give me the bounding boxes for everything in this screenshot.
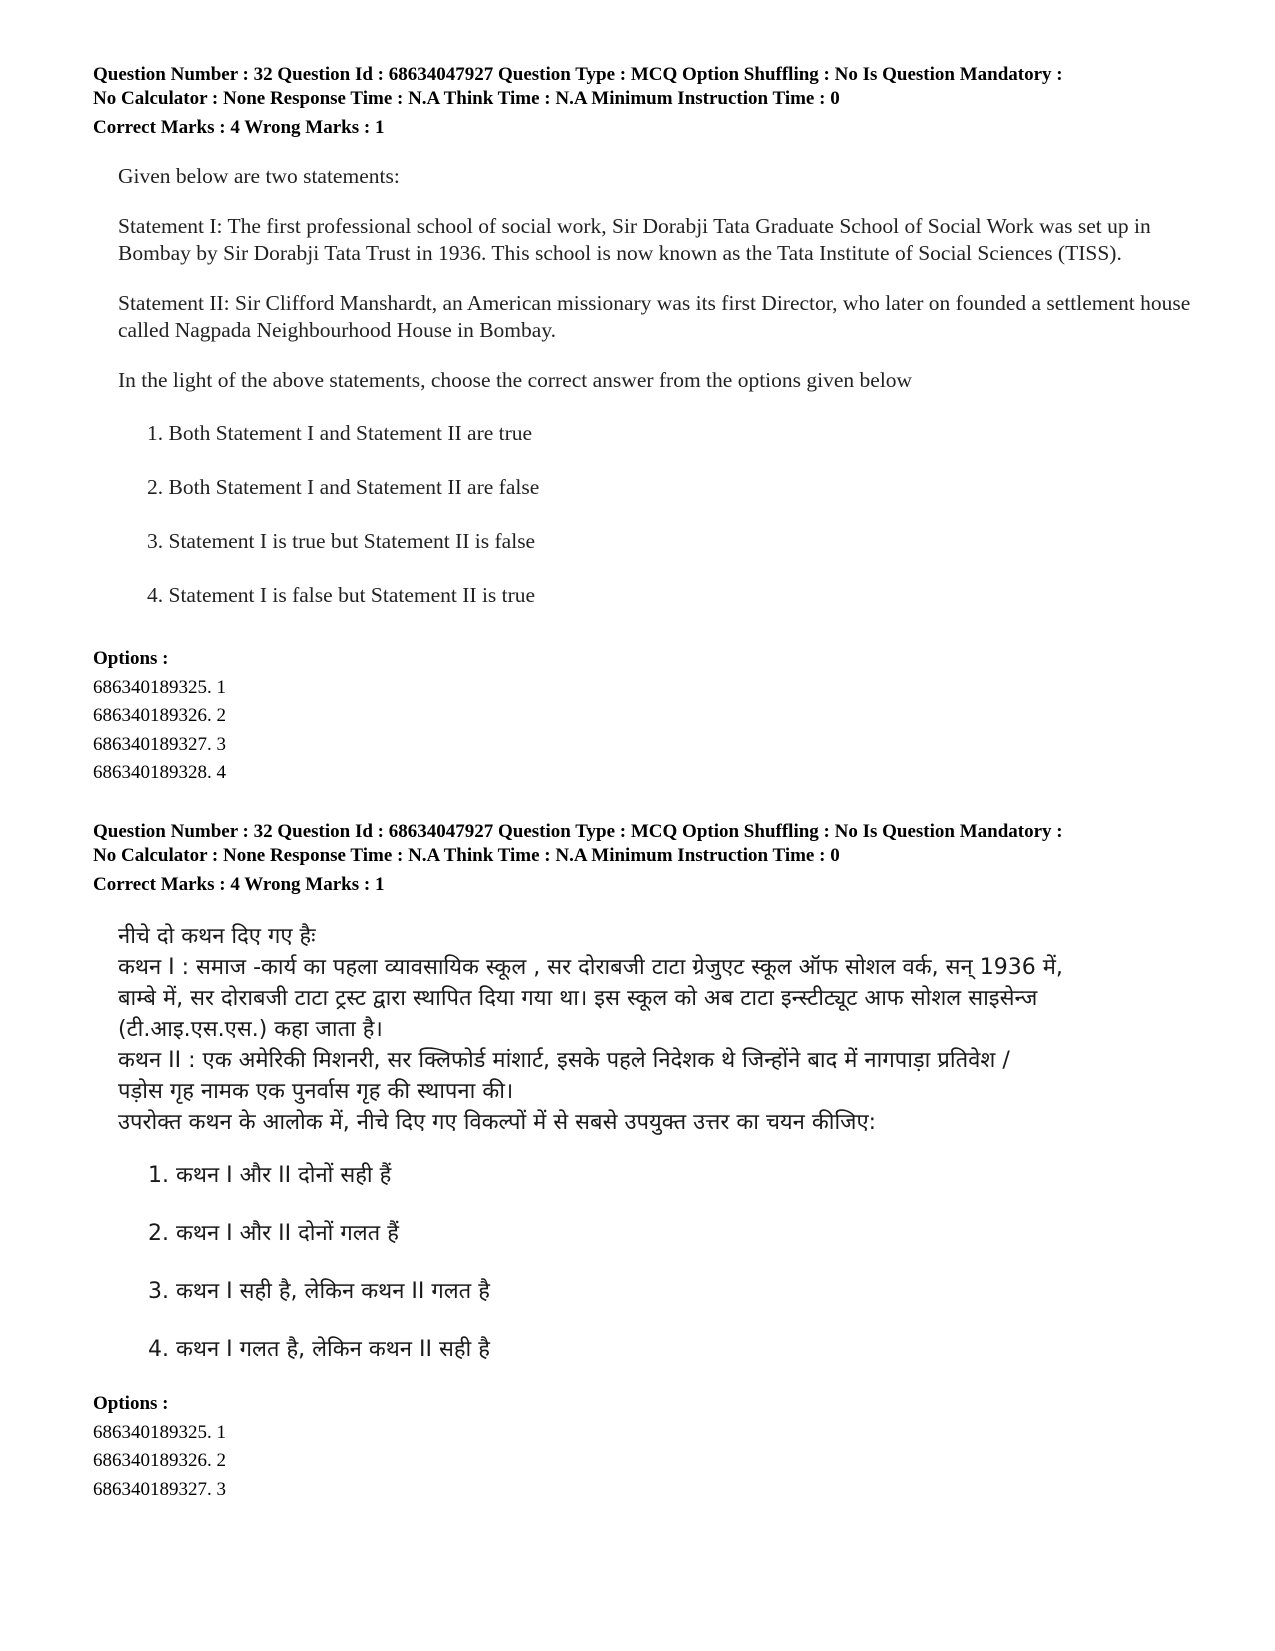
answer-choice: 3. Statement I is true but Statement II is false [147,529,536,553]
options-label: Options : [93,1393,169,1414]
hindi-line: बाम्बे में, सर दोराबजी टाटा ट्रस्ट द्वारा स्थापित दिया गया था। इस स्कूल को अब टाटा इन्स्टीट्यूट आफ सोशल साइसेन्ज [118,986,1038,1011]
answer-choice: 2. Both Statement I and Statement II are false [147,475,540,499]
hindi-line: नीचे दो कथन दिए गए हैः [118,924,316,949]
options-label: Options : [93,648,169,669]
meta-line-1: Question Number : 32 Question Id : 68634047927 Question Type : MCQ Option Shuffling : No Is Question Mandatory : [93,821,1063,842]
answer-choice: 4. Statement I is false but Statement II is true [147,583,536,607]
options-list [93,1390,226,1504]
meta-line-2: No Calculator : None Response Time : N.A Think Time : N.A Minimum Instruction Time : 0 [93,88,840,109]
question-body-english [118,163,1198,636]
answer-choices [147,420,1198,609]
question-intro: Given below are two statements: [118,164,400,188]
hindi-line: कथन I : समाज -कार्य का पहला व्यावसायिक स्कूल , सर दोराबजी टाटा ग्रेजुएट स्कूल ऑफ सोशल वर्क, सन् 1936 में, [118,955,1063,980]
options-list [93,645,226,788]
hindi-line: कथन II : एक अमेरिकी मिशनरी, सर क्लिफोर्ड मांशार्ट, इसके पहले निदेशक थे जिन्होंने बाद में नागपाड़ा प्रतिवेश / [118,1048,1010,1073]
question-meta-header [93,63,1223,140]
option-id: 686340189325. 1 [93,1421,226,1443]
statement-2: Statement II: Sir Clifford Manshardt, an American missionary was its first Director, who later on founded a settlement house called Nagpada Neighbourhood House in Bombay. [118,291,1191,342]
option-id: 686340189327. 3 [93,733,226,755]
marks-line: Correct Marks : 4 Wrong Marks : 1 [93,117,385,138]
marks-line: Correct Marks : 4 Wrong Marks : 1 [93,874,385,895]
option-id: 686340189327. 3 [93,1478,226,1500]
answer-choices [148,1160,1198,1365]
meta-line-1: Question Number : 32 Question Id : 68634047927 Question Type : MCQ Option Shuffling : No Is Question Mandatory : [93,64,1063,85]
hindi-line: (टी.आइ.एस.एस.) कहा जाता है। [118,1017,383,1042]
option-id: 686340189326. 2 [93,1450,226,1471]
answer-choice: 3. कथन I सही है, लेकिन कथन II गलत है [148,1279,490,1304]
question-meta-header [93,820,1223,897]
answer-choice: 2. कथन I और II दोनों गलत हैं [148,1221,399,1246]
statement-1: Statement I: The first professional school of social work, Sir Dorabji Tata Graduate School of Social Work was set up in Bombay by Sir Dorabji Tata Trust in 1936. This school is now known as the Tata Institute of Social Sciences (TISS). [118,214,1151,265]
question-prompt: In the light of the above statements, choose the correct answer from the options given below [118,368,913,392]
answer-choice: 1. कथन I और II दोनों सही हैं [148,1163,392,1188]
meta-line-2: No Calculator : None Response Time : N.A Think Time : N.A Minimum Instruction Time : 0 [93,845,840,866]
option-id: 686340189328. 4 [93,762,226,783]
option-id: 686340189326. 2 [93,705,226,726]
answer-choice: 1. Both Statement I and Statement II are true [147,421,533,445]
answer-choice: 4. कथन I गलत है, लेकिन कथन II सही है [148,1337,490,1362]
option-id: 686340189325. 1 [93,676,226,698]
hindi-line: उपरोक्त कथन के आलोक में, नीचे दिए गए विकल्पों में से सबसे उपयुक्त उत्तर का चयन कीजिए: [118,1110,877,1135]
question-body-hindi [118,921,1198,1392]
hindi-line: पड़ोस गृह नामक एक पुनर्वास गृह की स्थापना की। [118,1079,514,1104]
